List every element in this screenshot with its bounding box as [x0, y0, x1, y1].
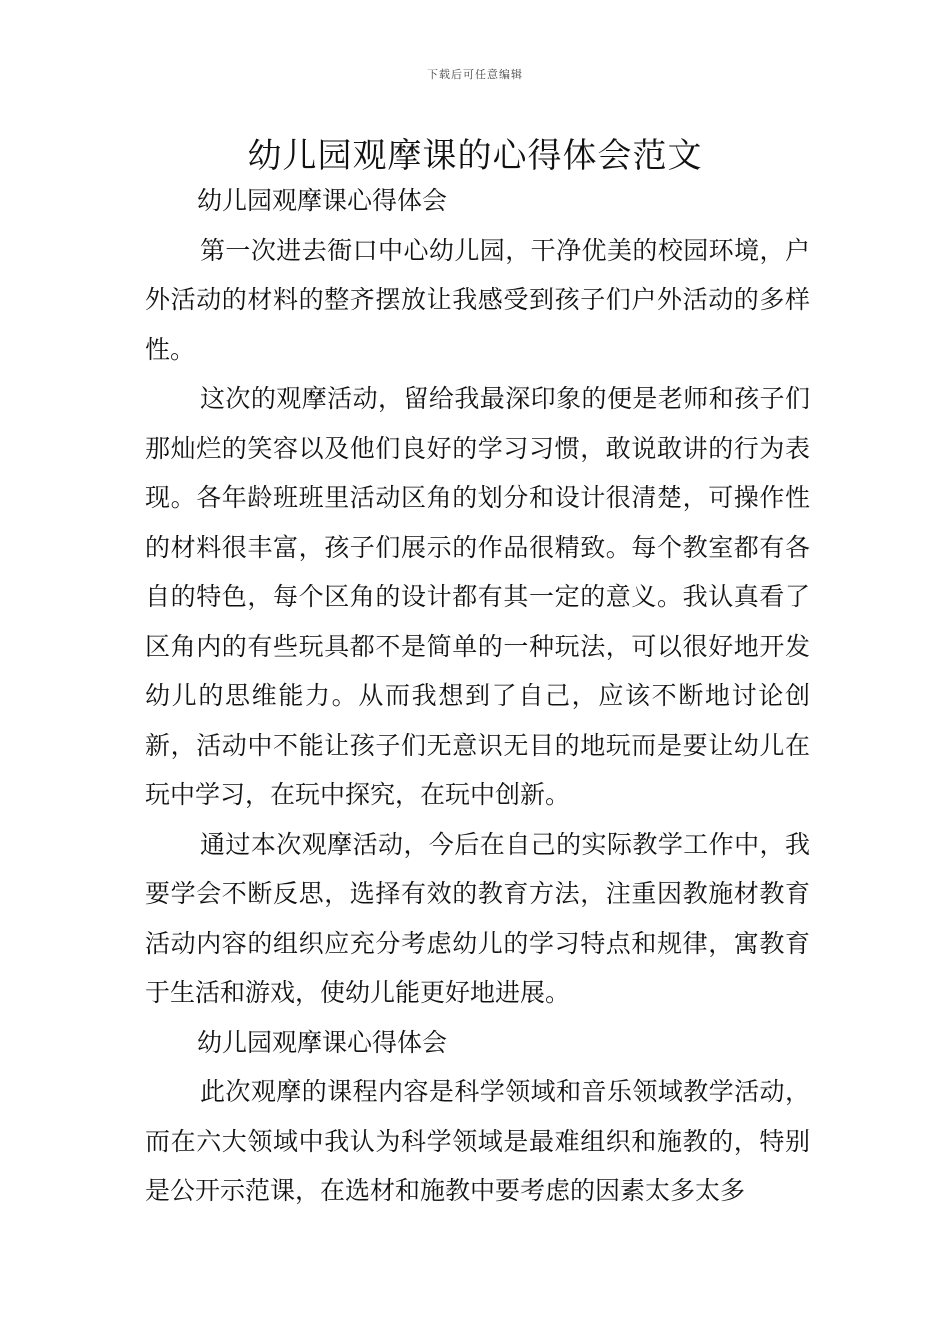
paragraph: 这次的观摩活动，留给我最深印象的便是老师和孩子们那灿烂的笑容以及他们良好的学习习惯，敢说敢讲的行为表现。各年龄班班里活动区角的划分和设计很清楚，可操作性的材料很丰富，孩子们展示的作品很精致。每个教室都有各自的特色，每个区角的设计都有其一定的意义。我认真看了区角内的有些玩具都不是简单的一种玩法，可以很好地开发幼儿的思维能力。从而我想到了自己，应该不断地讨论创新，活动中不能让孩子们无意识无目的地玩而是要让幼儿在玩中学习，在玩中探究，在玩中创新。	[145, 384, 810, 809]
paragraph: 第一次进去衙口中心幼儿园，干净优美的校园环境，户外活动的材料的整齐摆放让我感受到孩子们户外活动的多样性。	[145, 235, 810, 364]
section-subheading: 幼儿园观摩课心得体会	[197, 186, 448, 215]
document-body	[145, 176, 810, 1216]
paragraph: 通过本次观摩活动，今后在自己的实际教学工作中，我要学会不断反思，选择有效的教育方法，注重因教施材教育活动内容的组织应充分考虑幼儿的学习特点和规律，寓教育于生活和游戏，使幼儿能更好地进展。	[145, 829, 810, 1007]
paragraph: 此次观摩的课程内容是科学领域和音乐领域教学活动，而在六大领域中我认为科学领域是最难组织和施教的，特别是公开示范课，在选材和施教中要考虑的因素太多太多	[145, 1077, 810, 1205]
header-note: 下载后可任意编辑	[427, 68, 523, 81]
section-subheading: 幼儿园观摩课心得体会	[197, 1027, 448, 1057]
document-title: 幼儿园观摩课的心得体会范文	[247, 136, 703, 176]
